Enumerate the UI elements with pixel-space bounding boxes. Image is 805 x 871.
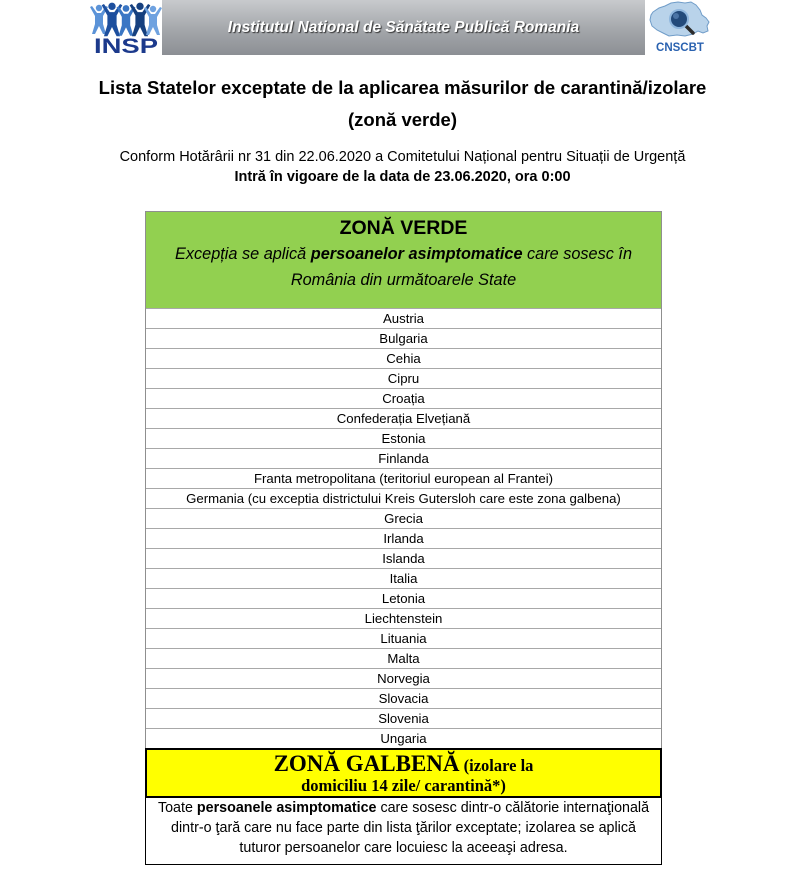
country-row: Italia: [146, 568, 661, 588]
yellow-desc-start: Toate: [157, 800, 197, 816]
country-row: Slovacia: [146, 688, 661, 708]
green-zone-table: [145, 211, 662, 749]
yellow-zone-description: [145, 798, 662, 865]
institute-name: Institutul National de Sănătate Publică Romania: [227, 18, 580, 36]
yellow-zone-note-start: (izolare la: [459, 756, 534, 775]
country-row: Bulgaria: [146, 328, 661, 348]
country-row: Croația: [146, 388, 661, 408]
yellow-zone-note-end: domiciliu 14 zile/ carantină*): [301, 776, 506, 795]
green-zone-heading: ZONĂ VERDE: [339, 217, 468, 239]
green-desc-end: care sosesc în: [522, 245, 632, 263]
green-zone-description-line2: România din următoarele State: [290, 271, 517, 289]
country-row: Cipru: [146, 368, 661, 388]
country-row: Norvegia: [146, 668, 661, 688]
document-title: Lista Statelor exceptate de la aplicarea măsurilor de carantină/izolare: [98, 77, 707, 98]
cnscbt-logo: [645, 0, 715, 55]
cnscbt-logo-text: CNSCBT: [656, 42, 704, 54]
document-title-subline: (zonă verde): [348, 109, 457, 130]
country-row: Cehia: [146, 348, 661, 368]
yellow-desc-line3: tuturor persoanelor care locuiesc la aceeaşi adresa.: [239, 840, 568, 856]
country-row: Finlanda: [146, 448, 661, 468]
effective-date: Intră în vigoare de la data de 23.06.2020, ora 0:00: [234, 169, 571, 185]
country-row: Islanda: [146, 548, 661, 568]
yellow-zone-heading: ZONĂ GALBENĂ: [273, 751, 460, 776]
green-desc-bold: persoanelor asimptomatice: [310, 245, 523, 263]
country-row: Estonia: [146, 428, 661, 448]
country-row: Ungaria: [146, 728, 661, 748]
yellow-desc-line2: dintr-o ţară care nu face parte din lista ţărilor exceptate; izolarea se aplică: [171, 820, 636, 836]
green-zone-header: [146, 212, 661, 308]
country-row: Franta metropolitana (teritoriul european al Frantei): [146, 468, 661, 488]
country-row: Grecia: [146, 508, 661, 528]
country-row: Lituania: [146, 628, 661, 648]
green-desc-start: Excepția se aplică: [175, 245, 311, 263]
yellow-desc-bold: persoanele asimptomatice: [196, 800, 377, 816]
country-row: Malta: [146, 648, 661, 668]
yellow-desc-line1: [146, 798, 661, 818]
country-row: Slovenia: [146, 708, 661, 728]
green-zone-description-line1: [146, 243, 661, 265]
yellow-zone-header: [145, 748, 662, 798]
decision-reference: Conform Hotărârii nr 31 din 22.06.2020 a Comitetului Național pentru Situații de Urgență: [119, 149, 686, 165]
country-row: Irlanda: [146, 528, 661, 548]
country-row: Confederația Elvețiană: [146, 408, 661, 428]
country-row: Letonia: [146, 588, 661, 608]
country-row: Austria: [146, 308, 661, 328]
insp-logo-text: INSP: [94, 35, 158, 55]
country-row: Germania (cu exceptia districtului Kreis Gutersloh care este zona galbena): [146, 488, 661, 508]
yellow-desc-end: care sosesc dintr-o călătorie internaţională: [376, 800, 650, 816]
insp-logo: [90, 0, 162, 55]
country-row: Liechtenstein: [146, 608, 661, 628]
country-list: [146, 308, 661, 748]
header-banner: [162, 0, 645, 55]
